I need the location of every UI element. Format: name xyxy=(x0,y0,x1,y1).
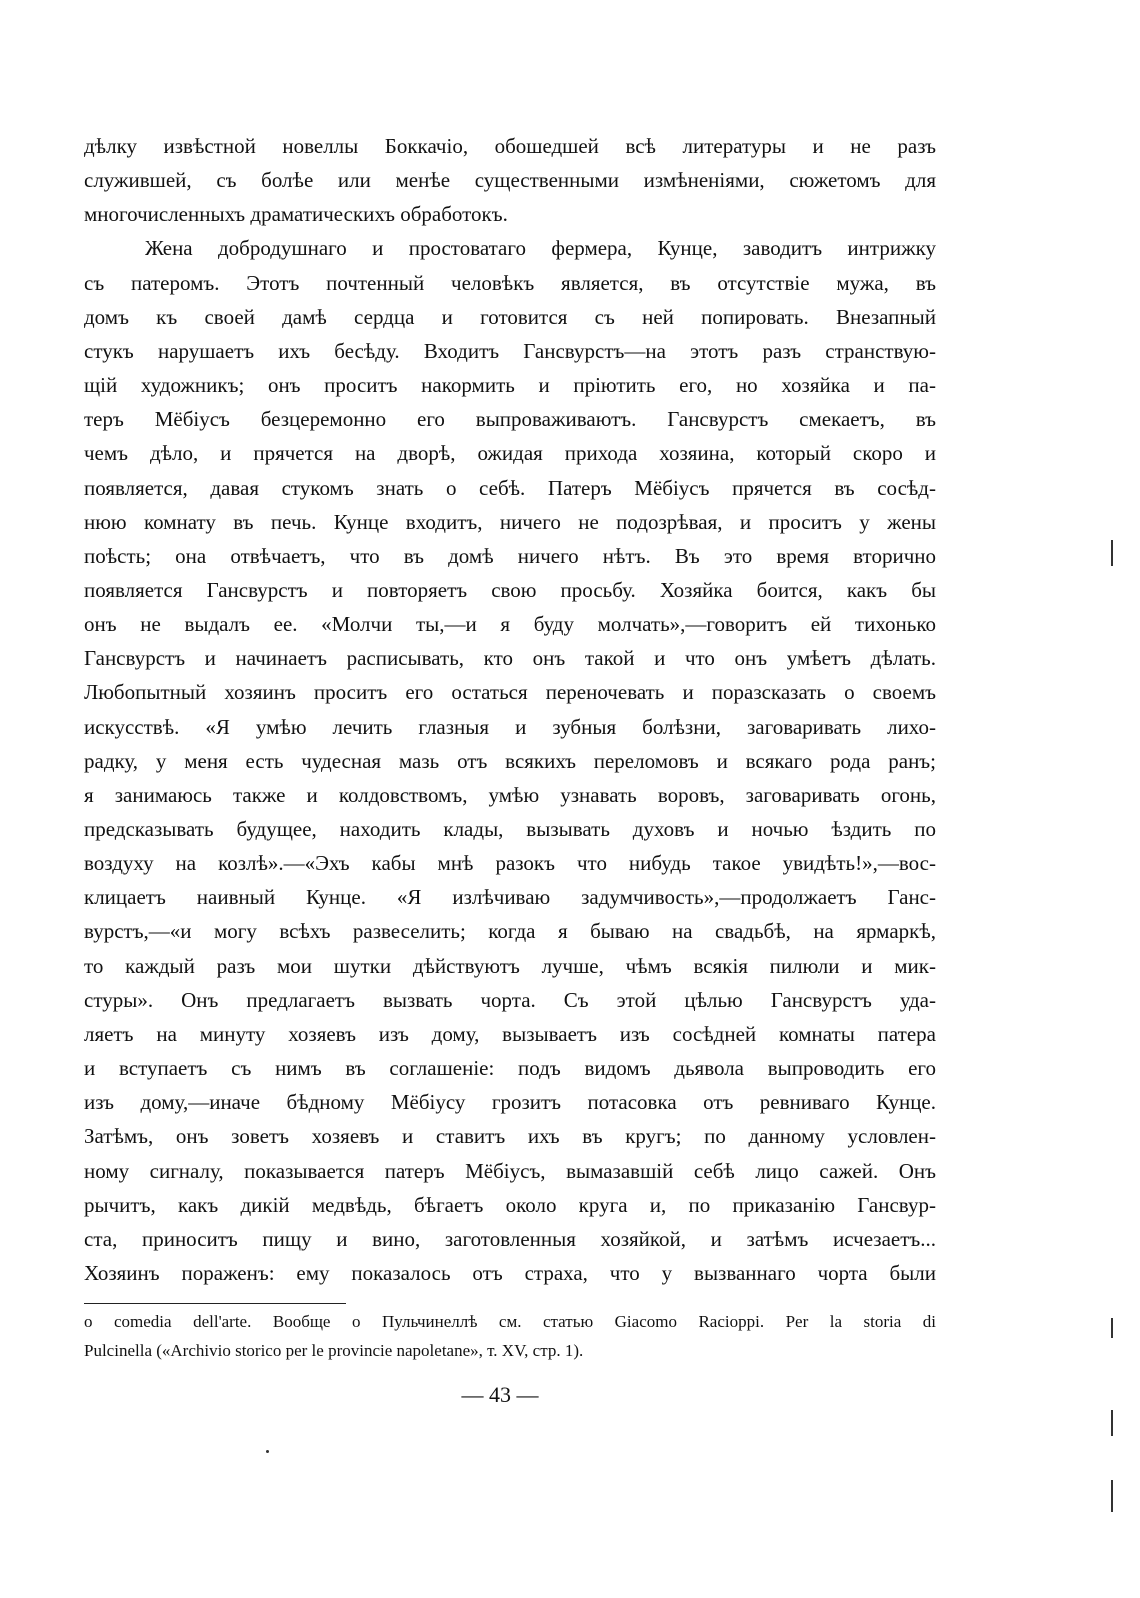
text-line: Гансвурстъ и начинаетъ расписывать, кто онъ такой и что онъ умѣетъ дѣлать. xyxy=(84,646,936,671)
text-line: появляется, давая стукомъ знать о себѣ. Патеръ Мёбіусъ прячется въ сосѣд- xyxy=(84,475,936,500)
text-line: Хозяинъ пораженъ: ему показалось отъ страха, что у вызваннаго чорта были xyxy=(84,1260,936,1285)
text-line: Затѣмъ, онъ зоветъ хозяевъ и ставитъ ихъ въ кругъ; по данному условлен- xyxy=(84,1124,936,1149)
text-line: изъ дому,—иначе бѣдному Мёбіусу грозитъ потасовка отъ ревниваго Кунце. xyxy=(84,1090,936,1115)
scan-mark xyxy=(1111,1318,1113,1338)
text-line: ному сигналу, показывается патеръ Мёбіусъ, вымазавшій себѣ лицо сажей. Онъ xyxy=(84,1158,936,1183)
text-line: предсказывать будущее, находить клады, вызывать духовъ и ночью ѣздить по xyxy=(84,817,936,841)
text-line: стукъ нарушаетъ ихъ бесѣду. Входитъ Гансвурстъ—на этотъ разъ странствую- xyxy=(84,338,936,363)
text-line: Жена добродушнаго и простоватаго фермера, Кунце, заводитъ интрижку xyxy=(145,236,936,261)
footnote-line: Pulcinella («Archivio storico per le provincie napoletane», т. XV, стр. 1). xyxy=(84,1341,584,1360)
text-line: ста, приноситъ пищу и вино, заготовленныя хозяйкой, и затѣмъ исчезаетъ... xyxy=(84,1226,936,1251)
text-line: искусствѣ. «Я умѣю лечить глазныя и зубныя болѣзни, заговаривать лихо- xyxy=(84,714,936,739)
text-line: появляется Гансвурстъ и повторяетъ свою просьбу. Хозяйка боится, какъ бы xyxy=(84,577,936,602)
text-line: стуры». Онъ предлагаетъ вызвать чорта. Съ этой цѣлью Гансвурстъ уда- xyxy=(84,987,936,1012)
text-line: служившей, съ болѣе или менѣе существенными измѣненіями, сюжетомъ для xyxy=(84,168,936,193)
text-line: дѣлку извѣстной новеллы Боккачіо, обошедшей всѣ литературы и не разъ xyxy=(84,134,936,158)
text-line: то каждый разъ мои шутки дѣйствуютъ лучше, чѣмъ всякія пилюли и мик- xyxy=(84,953,936,978)
text-line: нюю комнату въ печь. Кунце входитъ, ничего не подозрѣвая, и проситъ у жены xyxy=(84,509,936,534)
text-line: я занимаюсь также и колдовствомъ, умѣю узнавать воровъ, заговаривать огонь, xyxy=(84,782,936,807)
page-number: — 43 — xyxy=(461,1382,539,1407)
text-line: онъ не выдалъ ее. «Молчи ты,—и я буду молчать»,—говоритъ ей тихонько xyxy=(84,612,936,637)
text-line: Любопытный хозяинъ проситъ его остаться переночевать и поразсказать о своемъ xyxy=(84,680,936,705)
footnote-separator xyxy=(84,1303,346,1304)
text-line: воздуху на козлѣ».—«Эхъ кабы мнѣ разокъ что нибудь такое увидѣть!»,—вос- xyxy=(84,851,936,876)
text-line: теръ Мёбіусъ безцеремонно его выпроваживаютъ. Гансвурстъ смекаетъ, въ xyxy=(84,407,936,432)
text-line: домъ къ своей дамѣ сердца и готовится съ ней попировать. Внезапный xyxy=(84,304,936,329)
text-line: рычитъ, какъ дикій медвѣдь, бѣгаетъ около круга и, по приказанію Гансвур- xyxy=(84,1192,936,1217)
footnote-line: o comedia dell'arte. Вообще о Пульчинеллѣ см. статью Giacomo Racioppi. Per la storia di xyxy=(84,1312,936,1331)
text-line: щій художникъ; онъ проситъ накормить и пріютить его, но хозяйка и па- xyxy=(84,373,936,398)
text-line: и вступаетъ съ нимъ въ соглашеніе: подъ видомъ дьявола выпроводить его xyxy=(84,1056,936,1081)
text-line: радку, у меня есть чудесная мазь отъ всякихъ переломовъ и всякаго рода ранъ; xyxy=(84,748,936,773)
scan-mark xyxy=(1111,1410,1113,1436)
text-line: поѣсть; она отвѣчаетъ, что въ домѣ ничего нѣтъ. Въ это время вторично xyxy=(84,543,936,568)
scan-mark xyxy=(1111,1480,1113,1512)
text-line: вурстъ,—«и могу всѣхъ развеселить; когда я бываю на свадьбѣ, на ярмаркѣ, xyxy=(84,919,936,944)
text-line: чемъ дѣло, и прячется на дворѣ, ожидая прихода хозяина, который скоро и xyxy=(84,441,936,466)
text-line: съ патеромъ. Этотъ почтенный человѣкъ является, въ отсутствіе мужа, въ xyxy=(84,270,936,295)
scan-mark xyxy=(266,1450,269,1453)
text-line: ляетъ на минуту хозяевъ изъ дому, вызываетъ изъ сосѣдней комнаты патера xyxy=(84,1021,936,1046)
scan-mark xyxy=(1111,540,1113,566)
text-line: многочисленныхъ драматическихъ обработокъ. xyxy=(84,202,508,227)
text-line: клицаетъ наивный Кунце. «Я излѣчиваю задумчивость»,—продолжаетъ Ганс- xyxy=(84,885,936,910)
